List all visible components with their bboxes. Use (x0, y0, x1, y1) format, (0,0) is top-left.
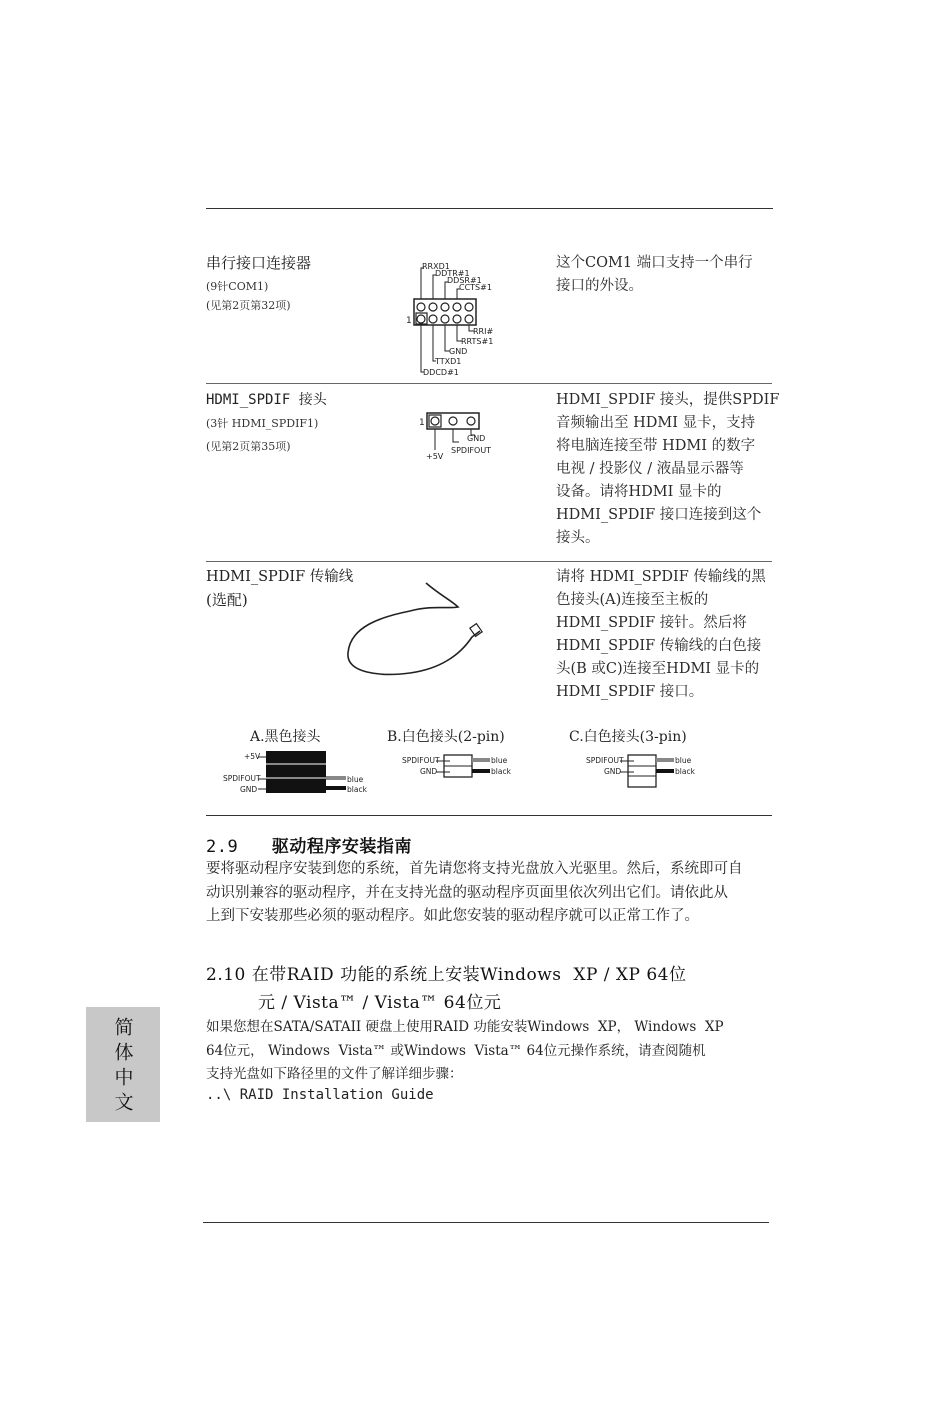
section-2-9-heading (206, 832, 412, 857)
para-line: 上到下安装那些必须的驱动程序。如此您安装的驱动程序就可以正常工作了。 (206, 908, 699, 924)
serial-pin-label: RRI# (473, 327, 494, 336)
hdmi-cable-title (206, 566, 353, 589)
serial-pin-label: GND (449, 347, 468, 356)
connector-a-label: A.黑色接头 (250, 729, 321, 745)
serial-header-diagram (400, 255, 520, 380)
connector-b-pin-label: SPDIFOUT (402, 756, 440, 765)
row-divider (206, 561, 772, 562)
hdmi-header-title: HDMI_SPDIF 接头 (206, 392, 327, 408)
section-2-10-heading-line2: 元 / Vista™ / Vista™ 64位元 (258, 993, 502, 1013)
hdmi-cable-image (340, 575, 500, 685)
desc-line: 电视 / 投影仪 / 液晶显示器等 (556, 461, 744, 477)
hdmi-header-page-ref: (见第2页第35项) (206, 440, 291, 453)
raid-guide-path: ..\ RAID Installation Guide (206, 1087, 434, 1103)
serial-pin-count: (9针COM1) (206, 280, 269, 293)
section-title: 驱动程序安装指南 (271, 837, 412, 857)
desc-line: HDMI_SPDIF 接口。 (556, 684, 704, 700)
hdmi-header-diagram (415, 408, 515, 468)
desc-line: 请将 HDMI_SPDIF 传输线的黑 (556, 569, 766, 585)
serial-description (556, 252, 753, 298)
desc-line: 这个COM1 端口支持一个串行 (556, 255, 753, 271)
para-line: 要将驱动程序安装到您的系统，首先请您将支持光盘放入光驱里。然后，系统即可自 (206, 861, 743, 877)
serial-pin-label: TTXD1 (435, 357, 462, 366)
desc-line: 接头。 (556, 530, 600, 546)
section-2-9-body (206, 858, 776, 929)
connector-c-diagram (582, 752, 702, 790)
serial-pin-label: RRXD1 (422, 262, 450, 271)
connector-b-label: B.白色接头(2-pin) (387, 729, 505, 745)
para-line: 如果您想在SATA/SATAII 硬盘上使用RAID 功能安装Windows XP， Windows XP (206, 1019, 724, 1035)
connector-b-wire-label: blue (491, 756, 508, 765)
hdmi-gnd-label: GND (467, 434, 486, 443)
desc-line: 将电脑连接至带 HDMI 的数字 (556, 438, 756, 454)
section-2-10-body (206, 1016, 776, 1087)
serial-pin-label: DDCD#1 (423, 368, 459, 377)
hdmi-cable-description (556, 566, 766, 704)
desc-line: HDMI_SPDIF 接头，提供SPDIF (556, 392, 780, 408)
language-side-tab (86, 1007, 160, 1122)
desc-line: HDMI_SPDIF 接针。然后将 (556, 615, 747, 631)
language-side-tab-label: 简体中文 (111, 1017, 134, 1117)
para-line: 支持光盘如下路径里的文件了解详细步骤： (206, 1066, 463, 1082)
hdmi-header-description (556, 389, 779, 550)
desc-line: 色接头(A)连接至主板的 (556, 592, 709, 608)
row-divider (206, 815, 772, 816)
serial-pin-label: DDTR#1 (435, 269, 470, 278)
para-line: 动识别兼容的驱动程序，并在支持光盘的驱动程序页面里依次列出它们。请依此从 (206, 884, 728, 901)
header-rule (206, 208, 773, 209)
serial-page-ref: (见第2页第32项) (206, 299, 291, 312)
connector-c-wire-label: blue (675, 756, 692, 765)
section-2-10-heading-line1: 2.10 在带RAID 功能的系统上安装Windows XP / XP 64位 (206, 965, 687, 985)
serial-title: 串行接口连接器 (206, 254, 312, 272)
connector-b-diagram (398, 752, 518, 782)
connector-b-pin-label: GND (420, 767, 438, 776)
para-line: 64位元， Windows Vista™ 或Windows Vista™ 64位元操作系统，请查阅随机 (206, 1042, 706, 1059)
desc-line: 接口的外设。 (556, 278, 643, 294)
connector-a-pin-label: GND (240, 785, 258, 794)
connector-a-diagram (220, 748, 370, 798)
desc-line: 设备。请将HDMI 显卡的 (556, 484, 722, 500)
hdmi-cable-optional: (选配) (206, 591, 248, 609)
connector-c-pin-label: SPDIFOUT (586, 756, 624, 765)
connector-a-pin-label: +5V (244, 752, 261, 761)
desc-line: HDMI_SPDIF 接口连接到这个 (556, 507, 762, 523)
section-number: 2.9 (206, 837, 239, 857)
hdmi-cable-title-text: HDMI_SPDIF 传输线 (206, 569, 354, 585)
connector-c-label: C.白色接头(3-pin) (569, 729, 687, 745)
hdmi-header-pin-count: (3针 HDMI_SPDIF1) (206, 417, 319, 430)
serial-pin-label: RRTS#1 (461, 337, 494, 346)
connector-a-wire-label: black (347, 785, 367, 794)
serial-pin-label: CCTS#1 (459, 283, 492, 292)
footer-rule (203, 1222, 769, 1223)
hdmi-pin-one-label: 1 (419, 418, 425, 428)
serial-pin-one-label: 1 (406, 316, 412, 326)
connector-c-pin-label: GND (604, 767, 622, 776)
connector-a-wire-label: blue (347, 775, 364, 784)
serial-pin-label: DDSR#1 (447, 276, 482, 285)
desc-line: HDMI_SPDIF 传输线的白色接 (556, 638, 762, 654)
row-divider (206, 383, 772, 384)
desc-line: 头(B 或C)连接至HDMI 显卡的 (556, 661, 760, 677)
connector-a-pin-label: SPDIFOUT (223, 774, 261, 783)
hdmi-5v-label: +5V (426, 452, 444, 461)
hdmi-spdifout-label: SPDIFOUT (451, 446, 492, 455)
desc-line: 音频输出至 HDMI 显卡，支持 (556, 415, 756, 431)
connector-c-wire-label: black (675, 767, 695, 776)
connector-b-wire-label: black (491, 767, 511, 776)
